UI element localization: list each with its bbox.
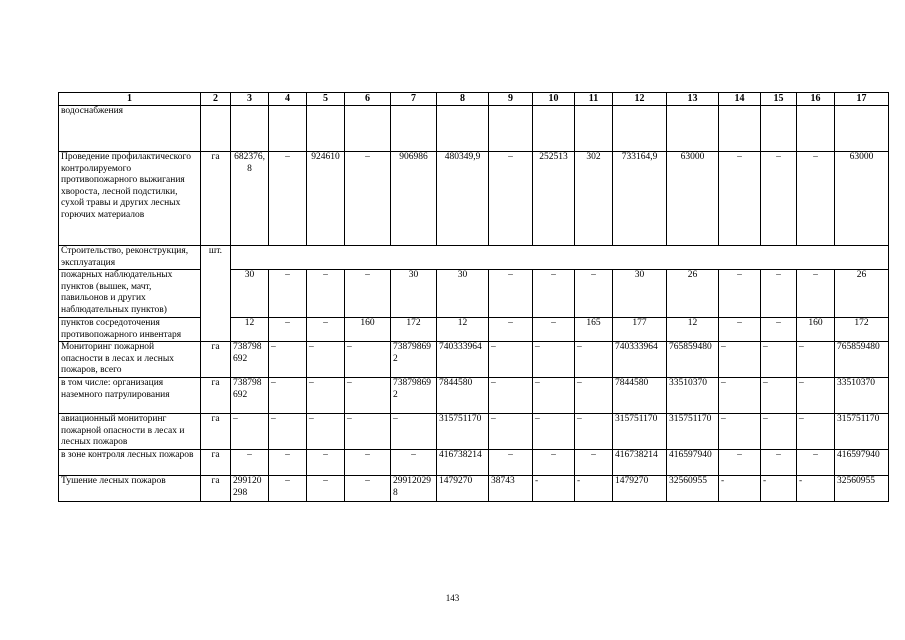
unit-cell: га [201, 414, 231, 450]
table-cell: – [761, 270, 797, 318]
table-cell: 33510370 [835, 378, 889, 414]
table-cell: 172 [835, 318, 889, 342]
table-cell: – [719, 378, 761, 414]
col-header: 2 [201, 93, 231, 106]
table-cell: – [575, 378, 613, 414]
row-label: Проведение профилактического контролируемого противопожарного выжигания хвороста, лесной подстилки, сухой травы и других лесных горючих материалов [59, 152, 201, 246]
table-cell: 302 [575, 152, 613, 246]
table-row [59, 152, 889, 246]
table-cell: – [345, 342, 391, 378]
table-cell: – [489, 270, 533, 318]
table-cell: 165 [575, 318, 613, 342]
col-header: 17 [835, 93, 889, 106]
row-label: Строительство, реконструкция, эксплуатация [59, 246, 201, 270]
table-cell: – [307, 476, 345, 502]
row-label: пунктов сосредоточения противопожарного инвентаря [59, 318, 201, 342]
table-cell: – [533, 414, 575, 450]
table-cell [533, 106, 575, 152]
table-row [59, 414, 889, 450]
table-cell [201, 106, 231, 152]
row-label: водоснабжения [59, 106, 201, 152]
table-cell: 480349,9 [437, 152, 489, 246]
table-cell: 7844580 [437, 378, 489, 414]
table-cell: – [269, 152, 307, 246]
table-cell: – [761, 318, 797, 342]
table-cell: 32560955 [667, 476, 719, 502]
table-cell: – [761, 152, 797, 246]
table-cell: 32560955 [835, 476, 889, 502]
table-cell: – [719, 342, 761, 378]
table-cell: - [533, 476, 575, 502]
table-cell [835, 106, 889, 152]
table-cell: – [533, 270, 575, 318]
unit-cell: шт. [201, 246, 231, 342]
table-cell: – [719, 318, 761, 342]
table-cell [575, 106, 613, 152]
table-cell: 740333964 [613, 342, 667, 378]
table-cell: 1479270 [613, 476, 667, 502]
table-cell: 315751170 [835, 414, 889, 450]
table-cell: 38743 [489, 476, 533, 502]
table-cell: – [797, 342, 835, 378]
table-cell: 738798692 [231, 378, 269, 414]
col-header: 1 [59, 93, 201, 106]
table-cell: 765859480 [667, 342, 719, 378]
table-cell [269, 106, 307, 152]
header-row [59, 93, 889, 106]
table-cell: – [533, 318, 575, 342]
table-cell: – [307, 270, 345, 318]
table-cell: 738798692 [231, 342, 269, 378]
table-cell: 12 [667, 318, 719, 342]
table-cell: – [575, 414, 613, 450]
table-cell [719, 106, 761, 152]
table-cell: 26 [835, 270, 889, 318]
table-cell: 299120298 [391, 476, 437, 502]
table-cell: - [761, 476, 797, 502]
table-cell: 299120298 [231, 476, 269, 502]
table-cell: – [307, 414, 345, 450]
table-cell: 416597940 [835, 450, 889, 476]
table-cell [345, 106, 391, 152]
table-row [59, 378, 889, 414]
table-cell: – [797, 450, 835, 476]
table-cell: – [489, 318, 533, 342]
table-cell: 682376,8 [231, 152, 269, 246]
col-header: 7 [391, 93, 437, 106]
table-cell [437, 106, 489, 152]
table-cell: – [269, 476, 307, 502]
unit-cell: га [201, 450, 231, 476]
col-header: 14 [719, 93, 761, 106]
row-label: в том числе: организация наземного патрулирования [59, 378, 201, 414]
col-header: 16 [797, 93, 835, 106]
table-cell [391, 106, 437, 152]
table-cell: – [231, 450, 269, 476]
col-header: 9 [489, 93, 533, 106]
table-cell: 416597940 [667, 450, 719, 476]
table-cell: – [575, 342, 613, 378]
col-header: 4 [269, 93, 307, 106]
table-cell: – [719, 450, 761, 476]
table-cell: 30 [391, 270, 437, 318]
table-cell: – [489, 378, 533, 414]
table-cell: – [797, 270, 835, 318]
col-header: 10 [533, 93, 575, 106]
table-cell: – [269, 450, 307, 476]
page-number: 143 [445, 593, 460, 603]
data-table [58, 92, 889, 502]
col-header: 12 [613, 93, 667, 106]
col-header: 8 [437, 93, 489, 106]
table-row [59, 246, 889, 270]
table-cell: – [345, 270, 391, 318]
table-cell: – [345, 414, 391, 450]
table-cell: 26 [667, 270, 719, 318]
row-label: пожарных наблюдательных пунктов (вышек, мачт, павильонов и других наблюдательных пунктов) [59, 270, 201, 318]
table-cell: 252513 [533, 152, 575, 246]
table-cell: 63000 [667, 152, 719, 246]
table-cell: – [489, 414, 533, 450]
table-cell: - [719, 476, 761, 502]
unit-cell: га [201, 476, 231, 502]
unit-cell: га [201, 342, 231, 378]
table-cell: 30 [613, 270, 667, 318]
table-cell: – [719, 270, 761, 318]
col-header: 15 [761, 93, 797, 106]
table-cell: – [761, 414, 797, 450]
unit-cell: га [201, 378, 231, 414]
table-cell: – [489, 152, 533, 246]
table-cell: – [719, 152, 761, 246]
table-cell: – [761, 450, 797, 476]
table-cell: 7844580 [613, 378, 667, 414]
table-cell: – [489, 450, 533, 476]
table-cell: – [533, 342, 575, 378]
table-cell: – [269, 414, 307, 450]
table-cell: 738798692 [391, 378, 437, 414]
col-header: 6 [345, 93, 391, 106]
table-cell: 63000 [835, 152, 889, 246]
table-cell: 315751170 [667, 414, 719, 450]
table-cell: – [345, 152, 391, 246]
table-cell: – [719, 414, 761, 450]
table-row [59, 106, 889, 152]
table-cell: 30 [231, 270, 269, 318]
table-cell: 172 [391, 318, 437, 342]
table-cell: 740333964 [437, 342, 489, 378]
table-cell: - [575, 476, 613, 502]
table-cell: 12 [437, 318, 489, 342]
table-cell: – [269, 270, 307, 318]
table-cell: - [797, 476, 835, 502]
table-cell: 416738214 [437, 450, 489, 476]
unit-cell: га [201, 152, 231, 246]
table-cell: – [761, 378, 797, 414]
table-cell: 924610 [307, 152, 345, 246]
table-row [59, 476, 889, 502]
table-cell: 416738214 [613, 450, 667, 476]
table-cell: – [761, 342, 797, 378]
table-cell: – [575, 270, 613, 318]
table-cell: – [269, 342, 307, 378]
table-cell: 160 [345, 318, 391, 342]
table-cell: 33510370 [667, 378, 719, 414]
table-cell [231, 106, 269, 152]
table-cell: 738798692 [391, 342, 437, 378]
table-row [59, 342, 889, 378]
col-header: 13 [667, 93, 719, 106]
table-cell: – [307, 378, 345, 414]
table-cell: – [533, 450, 575, 476]
table-cell: – [269, 378, 307, 414]
table-cell: 1479270 [437, 476, 489, 502]
table-row [59, 270, 889, 318]
table-cell [797, 106, 835, 152]
col-header: 3 [231, 93, 269, 106]
table-cell: – [269, 318, 307, 342]
table-cell [761, 106, 797, 152]
table-cell [667, 106, 719, 152]
table-cell: – [575, 450, 613, 476]
merged-cell [231, 246, 889, 270]
table-cell: 12 [231, 318, 269, 342]
table-cell: – [231, 414, 269, 450]
table-cell: – [307, 450, 345, 476]
table-cell: 30 [437, 270, 489, 318]
table-cell: 177 [613, 318, 667, 342]
table-row [59, 318, 889, 342]
row-label: авиационный мониторинг пожарной опасности в лесах и лесных пожаров [59, 414, 201, 450]
table-cell [489, 106, 533, 152]
table-cell: 765859480 [835, 342, 889, 378]
row-label: Мониторинг пожарной опасности в лесах и лесных пожаров, всего [59, 342, 201, 378]
table-cell: – [797, 152, 835, 246]
table-cell: 160 [797, 318, 835, 342]
col-header: 11 [575, 93, 613, 106]
table-row [59, 450, 889, 476]
table-cell: 733164,9 [613, 152, 667, 246]
row-label: в зоне контроля лесных пожаров [59, 450, 201, 476]
row-label: Тушение лесных пожаров [59, 476, 201, 502]
table-cell: – [307, 342, 345, 378]
table-cell: – [533, 378, 575, 414]
table-cell: – [345, 476, 391, 502]
table-cell: – [797, 378, 835, 414]
col-header: 5 [307, 93, 345, 106]
table-cell [613, 106, 667, 152]
table-cell: 315751170 [613, 414, 667, 450]
table-cell: 315751170 [437, 414, 489, 450]
table-cell: – [345, 450, 391, 476]
table-cell [307, 106, 345, 152]
table-cell: – [489, 342, 533, 378]
table-cell: 906986 [391, 152, 437, 246]
table-cell: – [345, 378, 391, 414]
table-cell: – [391, 414, 437, 450]
table-cell: – [307, 318, 345, 342]
table-cell: – [797, 414, 835, 450]
table-cell: – [391, 450, 437, 476]
